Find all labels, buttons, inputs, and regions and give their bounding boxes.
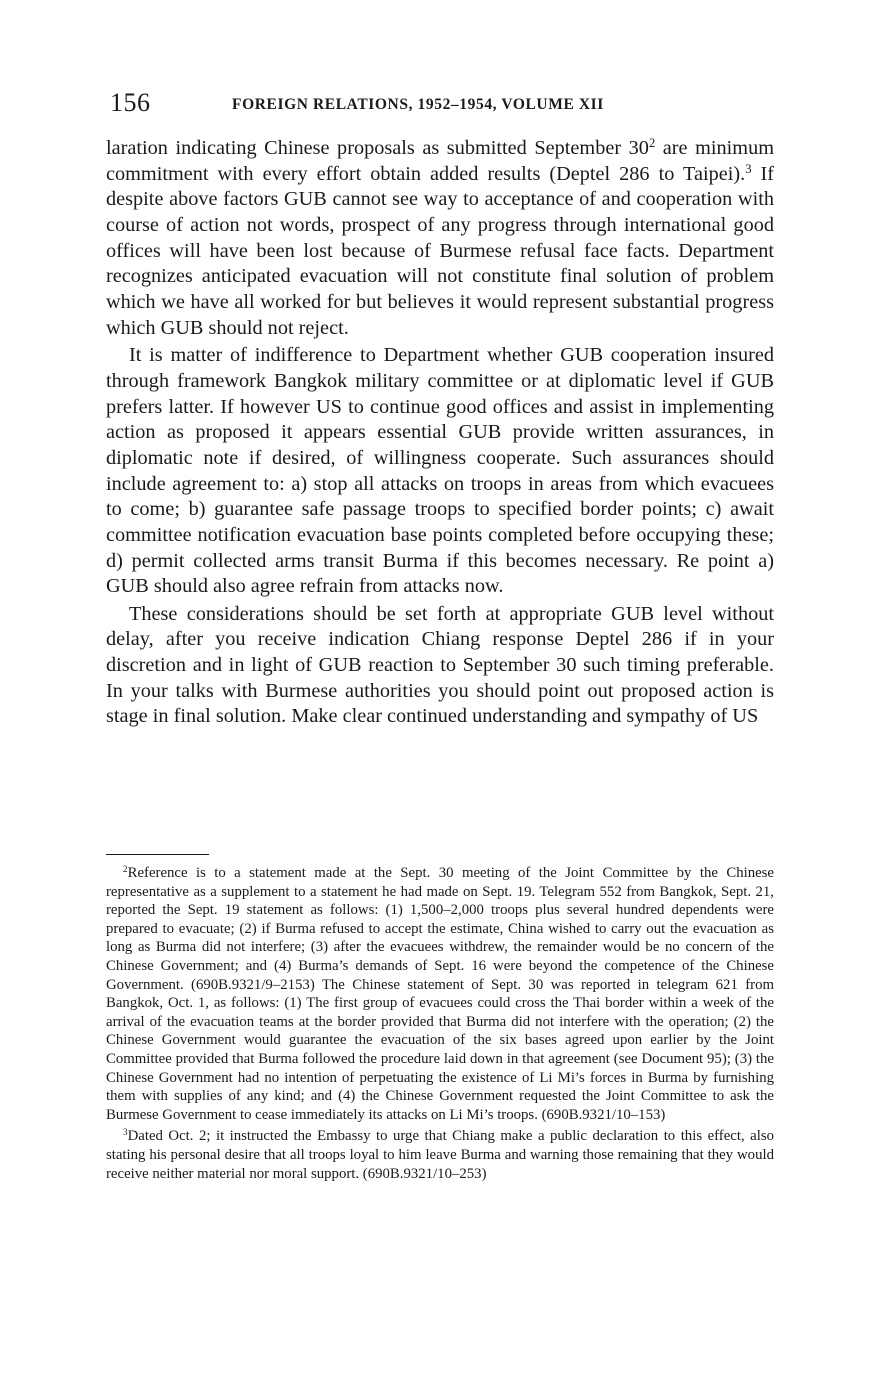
main-text	[106, 136, 774, 732]
footnote-ref-3: 3	[745, 161, 752, 176]
footnote-2	[106, 864, 774, 1124]
paragraph-1-part-a: laration indicating Chinese proposals as submitted September 30	[106, 137, 649, 159]
paragraph-3: These considerations should be set forth at appropriate GUB level without delay, after you receive indication Chiang response Deptel 286 if in your discretion and in light of GUB reaction to September 30 such timing preferable. In your talks with Burmese authorities you should point out proposed action is stage in final solution. Make clear continued understanding and sympathy of US	[106, 602, 774, 728]
paragraph-1-part-b: are minimum commitment with every effort obtain added results (Deptel 286 to Taipei).	[106, 137, 774, 185]
running-header	[106, 88, 776, 124]
footnote-ref-2: 2	[648, 136, 656, 151]
footnote-divider	[106, 854, 209, 855]
footnote-marker: 3	[123, 1127, 128, 1138]
footnotes	[106, 864, 774, 1186]
page-number: 156	[110, 88, 151, 117]
paragraph-1-part-c: If despite above factors GUB cannot see way to acceptance of and cooperation with course of action not words, prospect of any progress through international good offices will have been lost because of Burmese refusal face facts. Department recognizes anticipated evacuation will not constitute final solution of problem which we have all worked for but believes it would represent substantial progress which GUB should not reject.	[106, 162, 774, 339]
footnote-marker: 2	[123, 863, 128, 874]
footnote-text: Reference is to a statement made at the Sept. 30 meeting of the Joint Committee by the Chinese representative as a supplement to a statement he had made on Sept. 19. Telegram 552 from Bangkok, Sept. 21, reported the Sept. 19 statement as follows: (1) 1,500–2,000 troops plus several hundred dependents were prepared to evacuate; (2) if Burma refused to accept the estimate, China wished to carry out the evacuation as long as Burma did not interfere; (3) after the evacuees withdrew, the remainder would be no concern of the Chinese Government; and (4) Burma’s demands of Sept. 16 were beyond the competence of the Chinese Government. (690B.9321/9–2153) The Chinese statement of Sept. 30 was reported in telegram 621 from Bangkok, Oct. 1, as follows: (1) The first group of evacuees could cross the Thai border within a week of the arrival of the evacuation teams at the border provided that Burma did not interfere with the operation; (2) the Chinese Government would guarantee the evacuation of the six bases agreed upon earlier by the Joint Committee provided that Burma followed the procedure laid down in that agreement (see Document 95); (3) the Chinese Government had no intention of perpetuating the existence of Li Mi’s forces in Burma by furnishing them with supplies of any kind; and (4) the Chinese Government requested the Joint Committee to ask the Burmese Government to cease immediately its attacks on Li Mi’s troops. (690B.9321/10–153)	[106, 865, 774, 1123]
paragraph-1	[106, 136, 774, 341]
footnote-3	[106, 1127, 774, 1183]
running-title: FOREIGN RELATIONS, 1952–1954, VOLUME XII	[232, 96, 604, 113]
footnote-text: Dated Oct. 2; it instructed the Embassy to urge that Chiang make a public declaration to this effect, also stating his personal desire that all troops loyal to him leave Burma and warning those remaining that they would receive neither material nor moral support. (690B.9321/10–253)	[106, 1128, 774, 1182]
paragraph-2: It is matter of indifference to Department whether GUB cooperation insured through framework Bangkok military committee or at diplomatic level if GUB prefers latter. If however US to continue good offices and assist in implementing action as proposed it appears essential GUB provide written assurances, in diplomatic note if desired, of willingness cooperate. Such assurances should include agreement to: a) stop all attacks on troops in areas from which evacuees to come; b) guarantee safe passage troops to specified border points; c) await committee notification evacuation base points completed before occupying these; d) permit collected arms transit Burma if this becomes necessary. Re point a) GUB should also agree refrain from attacks now.	[106, 344, 774, 598]
